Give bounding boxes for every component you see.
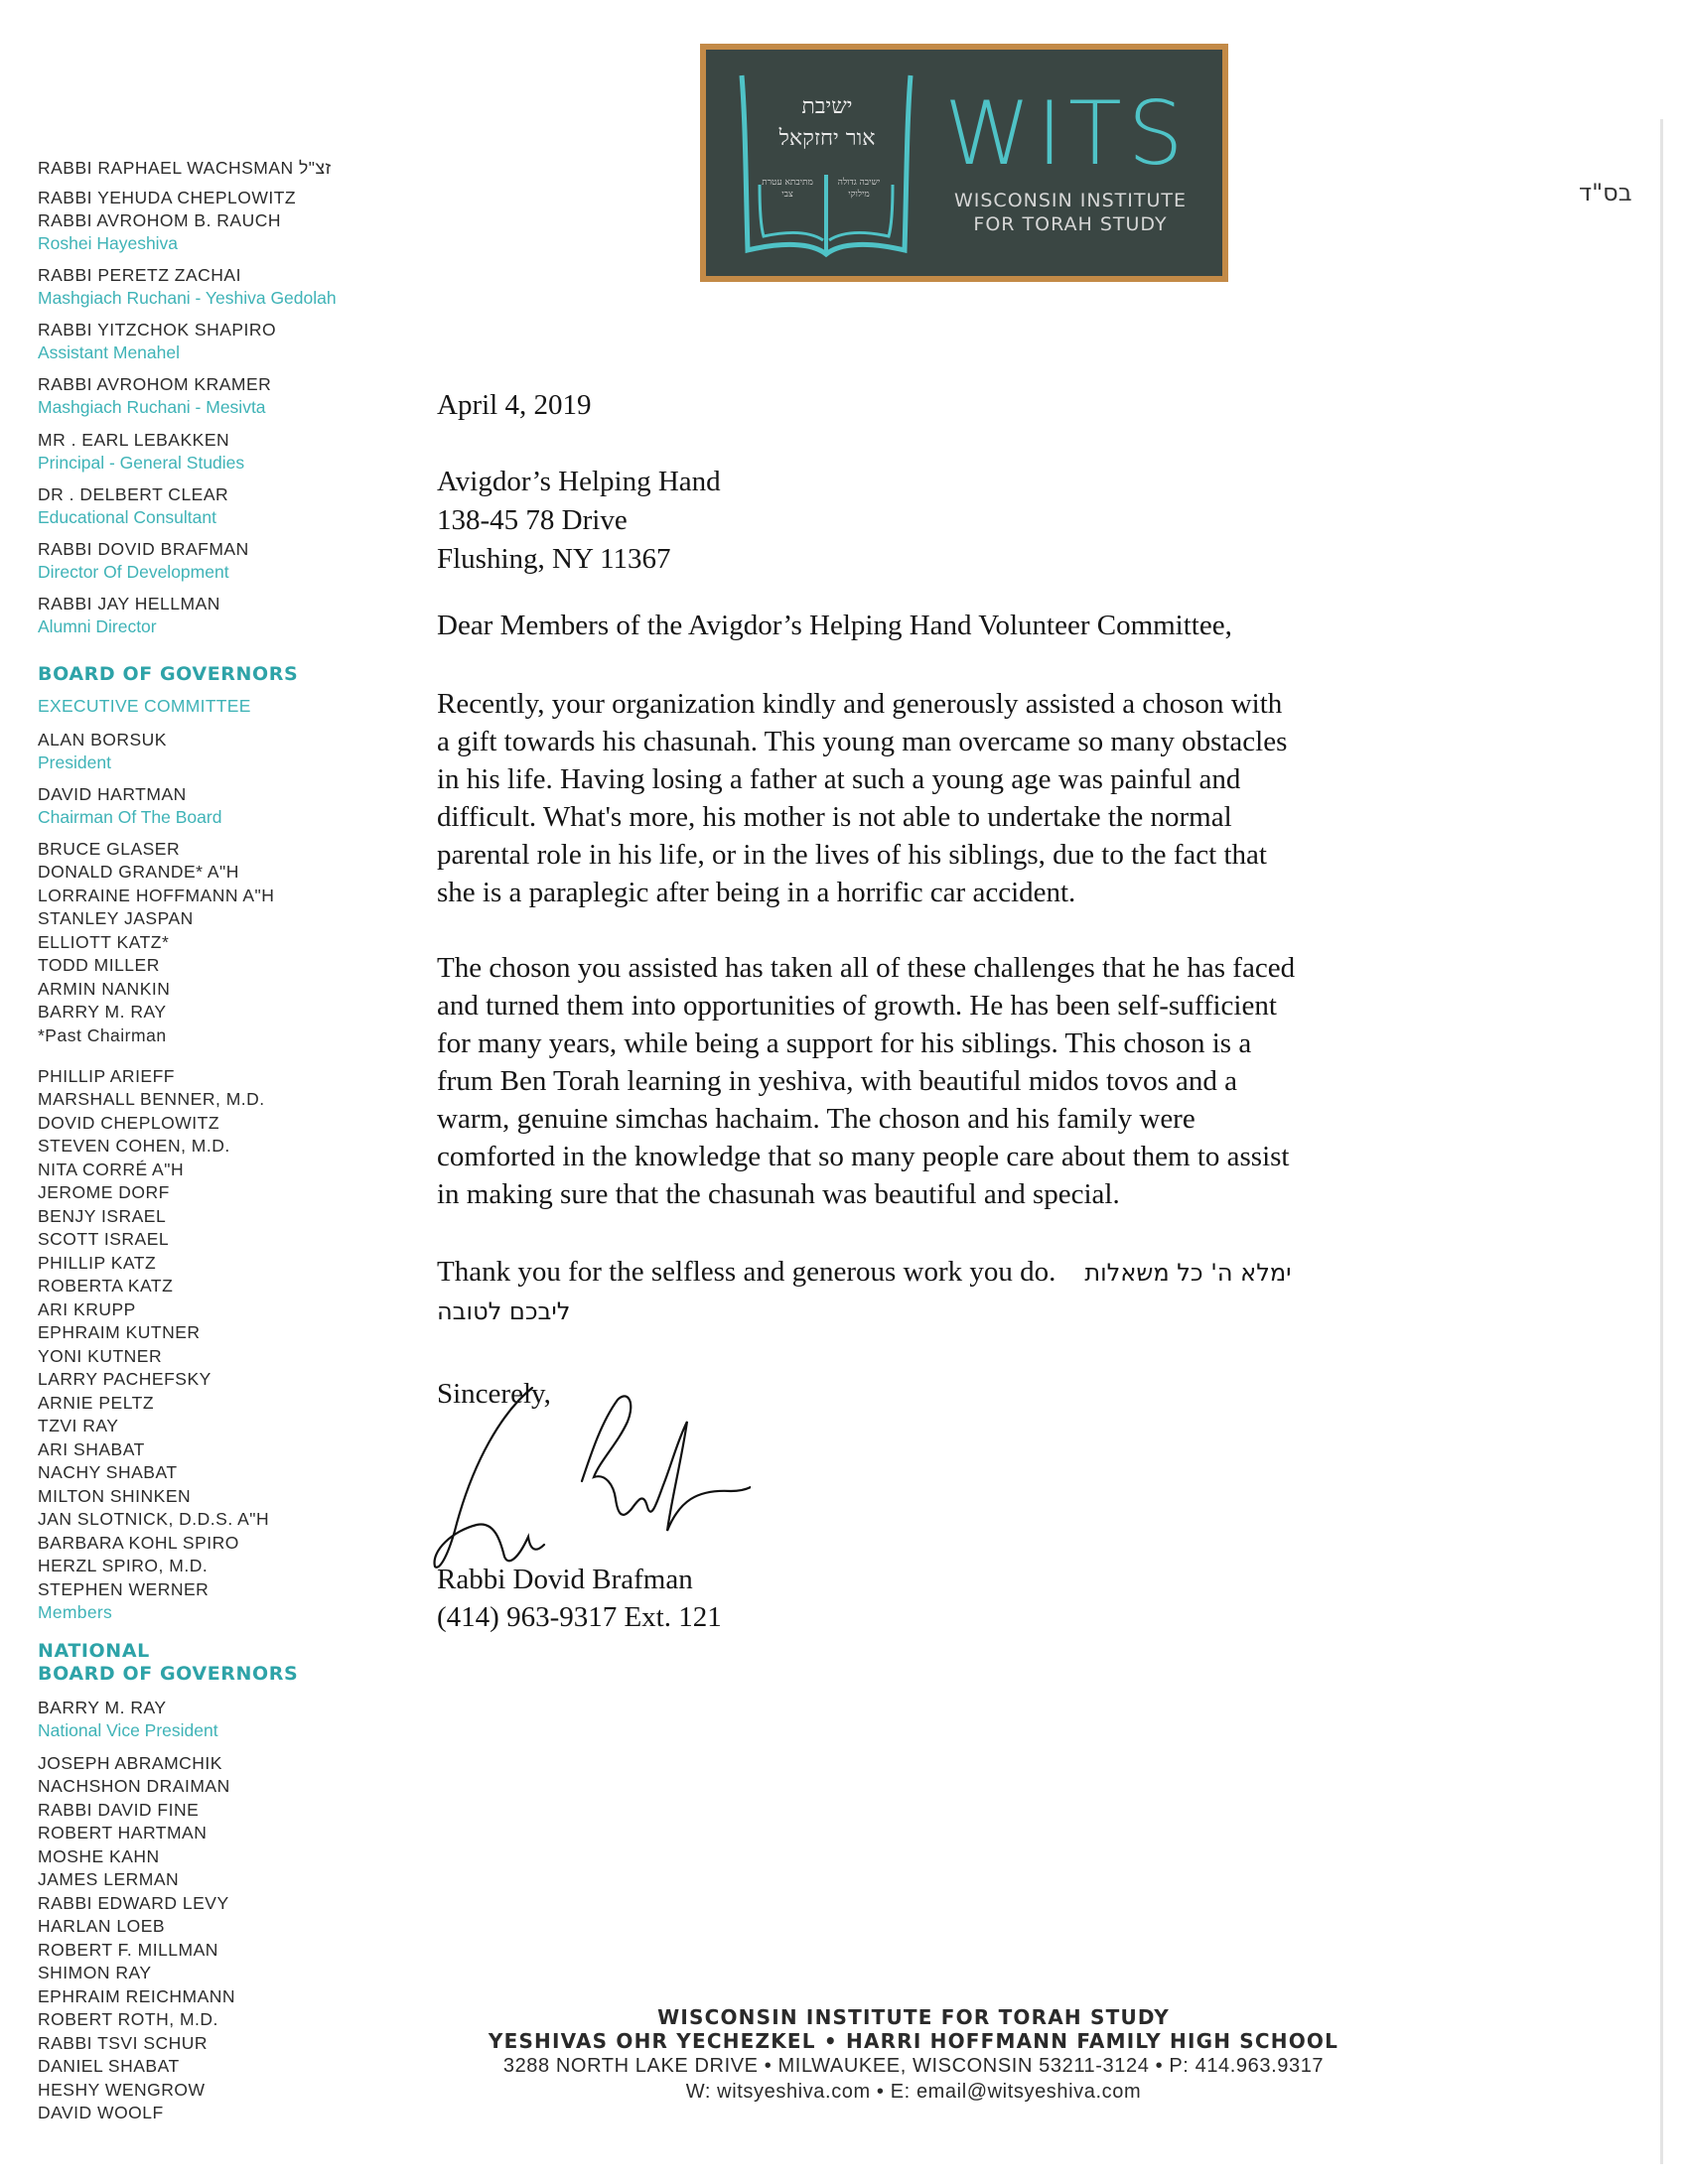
board-member: BENJY ISRAEL [38, 1206, 167, 1226]
staff-role: Principal - General Studies [38, 453, 245, 473]
board-member: ARI KRUPP [38, 1299, 136, 1319]
board-member: TZVI RAY [38, 1416, 119, 1435]
exec-member: LORRAINE HOFFMANN A"H [38, 886, 275, 905]
paragraph-line: she is a paraplegic after being in a horrific car accident. [437, 877, 1076, 908]
footer-institution: WISCONSIN INSTITUTE FOR TORAH STUDY [657, 2005, 1170, 2029]
footer-contact: W: witsyeshiva.com • E: email@witsyeshiva.com [685, 2081, 1142, 2103]
board-member: MARSHALL BENNER, M.D. [38, 1089, 265, 1109]
board-member: STEPHEN WERNER [38, 1579, 210, 1599]
staff-name: RABBI YEHUDA CHEPLOWITZ [38, 188, 297, 207]
officer-name: ALAN BORSUK [38, 730, 167, 750]
national-member: HARLAN LOEB [38, 1916, 166, 1936]
board-heading: BOARD OF GOVERNORS [38, 663, 299, 685]
staff-entry [38, 538, 249, 584]
officer-name: BARRY M. RAY [38, 1698, 167, 1717]
exec-member: STANLEY JASPAN [38, 908, 194, 928]
logo-hebrew-line2: אור יחזקאל [778, 126, 876, 151]
staff-entry [38, 264, 337, 310]
logo-acronym: WITS [944, 82, 1190, 185]
exec-member: BARRY M. RAY [38, 1002, 167, 1022]
staff-role: Mashgiach Ruchani - Yeshiva Gedolah [38, 288, 337, 308]
exec-officer [38, 783, 221, 829]
staff-entry [38, 319, 276, 364]
national-officer [38, 1697, 218, 1742]
hebrew-blessing-line2-row [437, 1292, 1430, 1330]
national-member: DANIEL SHABAT [38, 2056, 180, 2076]
paragraph-line: in making sure that the chasunah was beautiful and special. [437, 1178, 1120, 1210]
exec-member: TODD MILLER [38, 955, 160, 975]
staff-name: RABBI DOVID BRAFMAN [38, 539, 249, 559]
paragraph-line: The choson you assisted has taken all of these challenges that he has faced [437, 952, 1296, 984]
board-member: EPHRAIM KUTNER [38, 1322, 201, 1342]
staff-role: Alumni Director [38, 616, 157, 636]
paragraph-line: parental role in his life, or in the lives of his siblings, due to the fact that [437, 839, 1267, 871]
thanks-text: Thank you for the selfless and generous work you do. [437, 1256, 1056, 1288]
board-member: DOVID CHEPLOWITZ [38, 1113, 220, 1133]
national-heading-line2: BOARD OF GOVERNORS [38, 1663, 299, 1685]
paragraph-line: for many years, while being a support for his siblings. This choson is a [437, 1027, 1252, 1059]
wits-logo [700, 44, 1228, 282]
national-heading-line1: NATIONAL [38, 1640, 150, 1662]
national-member: NACHSHON DRAIMAN [38, 1776, 230, 1796]
footer-address: 3288 NORTH LAKE DRIVE • MILWAUKEE, WISCONSIN 53211-3124 • P: 414.963.9317 [502, 2055, 1325, 2077]
paragraph-line: a gift towards his chasunah. This young man overcame so many obstacles [437, 726, 1288, 757]
board-member: ROBERTA KATZ [38, 1276, 174, 1296]
board-member: LARRY PACHEFSKY [38, 1369, 211, 1389]
staff-entry [38, 429, 244, 475]
exec-committee-heading: EXECUTIVE COMMITTEE [38, 696, 251, 716]
recipient-line: Avigdor’s Helping Hand [437, 466, 721, 497]
logo-fullname-line2: FOR TORAH STUDY [973, 213, 1168, 235]
members-label: Members [38, 1602, 113, 1622]
hebrew-blessing-line1: ימלא ה' כל משאלות [1084, 1259, 1292, 1287]
national-member: ROBERT HARTMAN [38, 1823, 208, 1843]
body-paragraph-1 [437, 685, 1430, 911]
staff-role: Mashgiach Ruchani - Mesivta [38, 397, 266, 417]
staff-role: Roshei Hayeshiva [38, 233, 179, 253]
page-edge [1660, 119, 1663, 2164]
board-member: NITA CORRÉ A"H [38, 1160, 185, 1179]
paragraph-line: Recently, your organization kindly and generously assisted a choson with [437, 688, 1283, 720]
staff-entry [38, 187, 296, 209]
staff-role: Director Of Development [38, 562, 229, 582]
closing: Sincerely, [437, 1378, 551, 1410]
salutation: Dear Members of the Avigdor’s Helping Hand Volunteer Committee, [437, 610, 1232, 641]
board-member: PHILLIP ARIEFF [38, 1066, 175, 1086]
body-paragraph-2 [437, 949, 1430, 1213]
board-member: JAN SLOTNICK, D.D.S. A"H [38, 1509, 270, 1529]
recipient-line: 138-45 78 Drive [437, 504, 628, 536]
national-member: JAMES LERMAN [38, 1869, 180, 1889]
exec-officer [38, 729, 167, 774]
national-member: DAVID WOOLF [38, 2103, 164, 2122]
national-member: RABBI TSVI SCHUR [38, 2033, 209, 2053]
paragraph-line: warm, genuine simchas hachaim. The choson and his family were [437, 1103, 1196, 1135]
staff-entry [38, 593, 220, 638]
board-member: ARNIE PELTZ [38, 1393, 155, 1413]
paragraph-line: difficult. What's more, his mother is not able to undertake the normal [437, 801, 1232, 833]
board-member: PHILLIP KATZ [38, 1253, 157, 1273]
national-member: HESHY WENGROW [38, 2080, 206, 2100]
officer-role: President [38, 752, 111, 772]
signature-block [437, 1561, 722, 1636]
staff-name: RABBI JAY HELLMAN [38, 594, 220, 614]
staff-name: RABBI PERETZ ZACHAI [38, 265, 241, 285]
logo-fullname-line1: WISCONSIN INSTITUTE [953, 190, 1187, 211]
board-member: JEROME DORF [38, 1182, 170, 1202]
past-chairman-note: *Past Chairman [38, 1025, 167, 1045]
exec-member: DONALD GRANDE* A"H [38, 862, 239, 882]
signer-phone: (414) 963-9317 Ext. 121 [437, 1601, 722, 1633]
letter-date: April 4, 2019 [437, 389, 592, 421]
staff-name: RABBI AVROHOM B. RAUCH [38, 210, 282, 230]
national-member: RABBI DAVID FINE [38, 1800, 200, 1820]
national-member: RABBI EDWARD LEVY [38, 1893, 229, 1913]
exec-member: ELLIOTT KATZ* [38, 932, 170, 952]
staff-name: RABBI YITZCHOK SHAPIRO [38, 320, 277, 340]
national-member: SHIMON RAY [38, 1963, 152, 1982]
staff-role: Assistant Menahel [38, 342, 180, 362]
staff-name: DR . DELBERT CLEAR [38, 484, 229, 504]
thanks-line [437, 1253, 1430, 1292]
board-member: SCOTT ISRAEL [38, 1229, 170, 1249]
officer-role: Chairman Of The Board [38, 807, 222, 827]
recipient-address [437, 463, 721, 579]
board-member: YONI KUTNER [38, 1346, 163, 1366]
staff-name: RABBI AVROHOM KRAMER [38, 374, 272, 394]
board-member: NACHY SHABAT [38, 1462, 178, 1482]
logo-hebrew-line1: ישיבת [801, 94, 853, 119]
board-member: STEVEN COHEN, M.D. [38, 1136, 230, 1156]
exec-member: BRUCE GLASER [38, 839, 181, 859]
staff-name: RABBI RAPHAEL WACHSMAN זצ"ל [38, 158, 332, 178]
handwritten-signature [433, 1382, 751, 1580]
footer-schools: YESHIVAS OHR YECHEZKEL • HARRI HOFFMANN FAMILY HIGH SCHOOL [488, 2029, 1339, 2053]
board-member: HERZL SPIRO, M.D. [38, 1556, 209, 1575]
officer-role: National Vice President [38, 1720, 218, 1740]
paragraph-line: in his life. Having losing a father at such a young age was painful and [437, 763, 1241, 795]
national-member: ROBERT ROTH, M.D. [38, 2009, 218, 2029]
bsd-mark: בס"ד [1579, 179, 1632, 206]
logo-panel [706, 50, 1222, 276]
exec-member: ARMIN NANKIN [38, 979, 171, 999]
letterhead-footer [417, 2005, 1410, 2105]
staff-entry [38, 209, 281, 255]
thanks-paragraph [437, 1253, 1430, 1330]
national-member: JOSEPH ABRAMCHIK [38, 1753, 222, 1773]
staff-entry [38, 157, 332, 180]
board-member: MILTON SHINKEN [38, 1486, 192, 1506]
paragraph-line: and turned them into opportunities of growth. He has been self-sufficient [437, 990, 1277, 1022]
board-member: BARBARA KOHL SPIRO [38, 1533, 239, 1553]
paragraph-line: frum Ben Torah learning in yeshiva, with beautiful midos tovos and a [437, 1065, 1238, 1097]
logo-fullname [936, 189, 1204, 236]
staff-name: MR . EARL LEBAKKEN [38, 430, 230, 450]
staff-entry [38, 373, 271, 419]
national-member: ROBERT F. MILLMAN [38, 1940, 218, 1960]
logo-hebrew-small-right: ישיבה גדולה מילוקי [837, 178, 881, 200]
board-member: ARI SHABAT [38, 1439, 145, 1459]
officer-name: DAVID HARTMAN [38, 784, 187, 804]
paragraph-line: comforted in the knowledge that so many people care about them to assist [437, 1141, 1290, 1172]
recipient-line: Flushing, NY 11367 [437, 543, 671, 575]
hebrew-blessing-line2: ליבכם לטובה [437, 1297, 571, 1325]
staff-entry [38, 483, 228, 529]
national-member: EPHRAIM REICHMANN [38, 1986, 236, 2006]
logo-hebrew-small-left: מתיבתא עטרת צבי [762, 178, 813, 200]
staff-role: Educational Consultant [38, 507, 216, 527]
national-member: MOSHE KAHN [38, 1846, 160, 1866]
signer-name: Rabbi Dovid Brafman [437, 1564, 693, 1595]
